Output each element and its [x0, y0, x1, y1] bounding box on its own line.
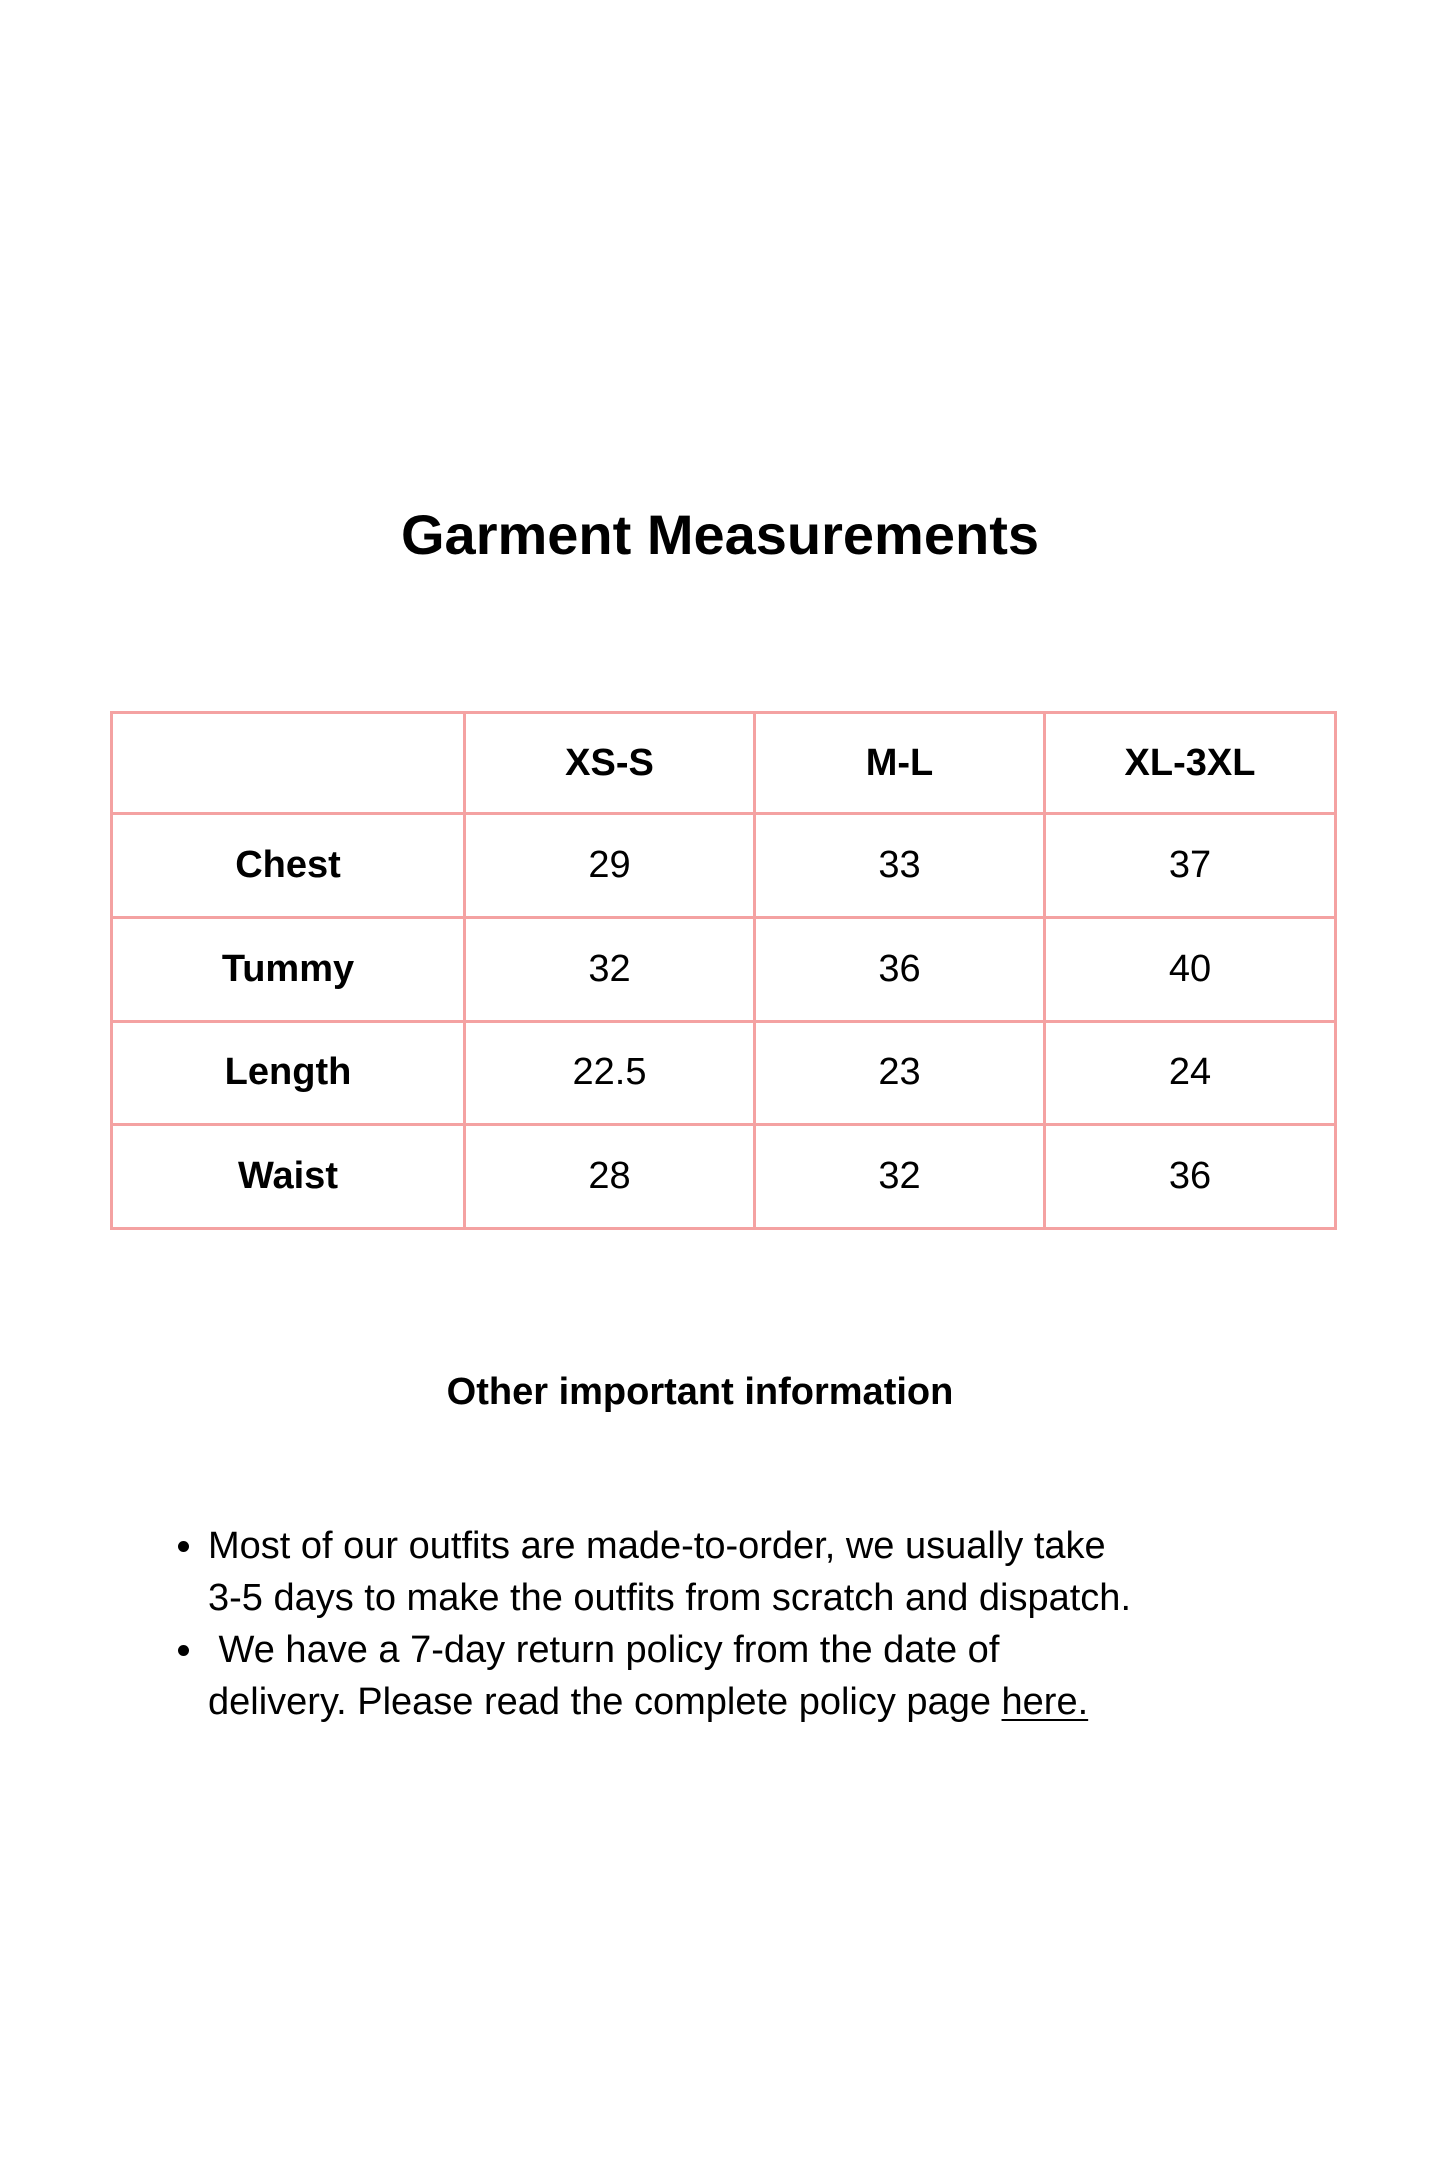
- policy-link[interactable]: here.: [1001, 1681, 1089, 1723]
- table-cell: 32: [465, 917, 755, 1021]
- table-cell: 37: [1045, 814, 1336, 918]
- row-label: Waist: [112, 1125, 465, 1229]
- table-cell: 36: [755, 917, 1045, 1021]
- table-cell: 24: [1045, 1021, 1336, 1125]
- table-cell: 33: [755, 814, 1045, 918]
- table-cell: 23: [755, 1021, 1045, 1125]
- info-heading: Other important information: [446, 1371, 954, 1413]
- measurements-table: [110, 711, 1337, 1230]
- row-label: Length: [112, 1021, 465, 1125]
- table-cell: 36: [1045, 1125, 1336, 1229]
- info-list: [208, 1520, 1288, 1728]
- list-item-text: Most of our outfits are made-to-order, we usually take: [208, 1525, 1106, 1567]
- list-item: [208, 1520, 1288, 1624]
- list-item: [208, 1624, 1288, 1728]
- bullet-icon: [178, 1541, 189, 1552]
- table-row: [112, 917, 1336, 1021]
- list-item-text: We have a 7-day return policy from the date of: [208, 1629, 1000, 1671]
- table-corner-cell: [112, 713, 465, 814]
- list-item-text: 3-5 days to make the outfits from scratch and dispatch.: [208, 1577, 1132, 1619]
- row-label: Chest: [112, 814, 465, 918]
- table-row: [112, 1125, 1336, 1229]
- column-header: XL-3XL: [1045, 713, 1336, 814]
- table-row: [112, 1021, 1336, 1125]
- table-cell: 28: [465, 1125, 755, 1229]
- table-cell: 22.5: [465, 1021, 755, 1125]
- table-row: [112, 814, 1336, 918]
- list-item-text: delivery. Please read the complete policy page: [208, 1681, 1002, 1723]
- table-header-row: [112, 713, 1336, 814]
- bullet-icon: [178, 1645, 189, 1656]
- table-cell: 32: [755, 1125, 1045, 1229]
- column-header: M-L: [755, 713, 1045, 814]
- table-cell: 29: [465, 814, 755, 918]
- page-title: Garment Measurements: [400, 503, 1039, 566]
- row-label: Tummy: [112, 917, 465, 1021]
- table-cell: 40: [1045, 917, 1336, 1021]
- column-header: XS-S: [465, 713, 755, 814]
